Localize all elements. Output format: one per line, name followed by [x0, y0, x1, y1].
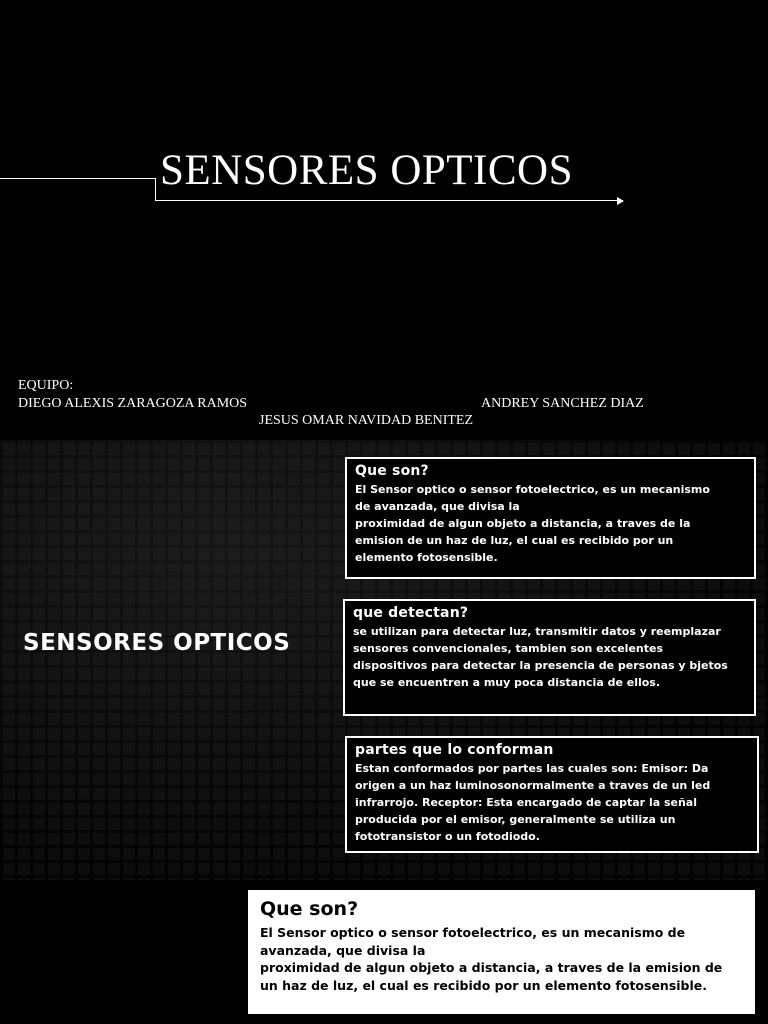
slide-title: SENSORES OPTICOS — [160, 147, 574, 194]
arrow-right-icon — [617, 197, 624, 205]
text-box-heading: que detectan? — [353, 605, 469, 621]
text-box-que-son — [345, 457, 756, 579]
team-member-2: ANDREY SANCHEZ DIAZ — [481, 396, 644, 411]
text-box-que-detectan — [343, 599, 756, 716]
text-box-heading: partes que lo conforman — [355, 742, 554, 758]
title-decor-line-vertical — [155, 178, 156, 201]
detail-slide-heading: Que son? — [260, 898, 359, 920]
content-slide — [0, 440, 768, 880]
text-box-body: Estan conformados por partes las cuales son: Emisor: Da origen a un haz luminosonormalmente a traves de un led infrarrojo. Receptor: Esta encargado de captar la señal producida por el emisor, generalmente se utiliza un fototransistor o un fotodiodo. — [355, 762, 711, 843]
content-slide-title: SENSORES OPTICOS — [23, 630, 291, 656]
text-box-body: El Sensor optico o sensor fotoelectrico, es un mecanismo de avanzada, que divisa la proximidad de algun objeto a distancia, a traves de la emision de un haz de luz, el cual es recibido por un elemento fotosensible. — [355, 483, 710, 564]
team-member-1: DIEGO ALEXIS ZARAGOZA RAMOS — [18, 396, 248, 411]
title-decor-line-bottom — [155, 200, 617, 201]
text-box-partes — [345, 736, 759, 853]
title-slide — [0, 0, 768, 440]
title-decor-line-left — [0, 178, 156, 179]
text-box-body: se utilizan para detectar luz, transmitir datos y reemplazar sensores convencionales, tambien son excelentes dispositivos para detectar la presencia de personas y bjetos que se encuentren a muy poca distancia de ellos. — [353, 625, 728, 689]
detail-slide — [248, 890, 755, 1014]
team-label: EQUIPO: — [18, 378, 74, 393]
team-member-3: JESUS OMAR NAVIDAD BENITEZ — [259, 413, 474, 428]
text-box-heading: Que son? — [355, 463, 429, 479]
detail-slide-body: El Sensor optico o sensor fotoelectrico, es un mecanismo de avanzada, que divisa la proximidad de algun objeto a distancia, a traves de la emision de un haz de luz, el cual es recibido por un elemento fotosensible. — [260, 925, 723, 993]
